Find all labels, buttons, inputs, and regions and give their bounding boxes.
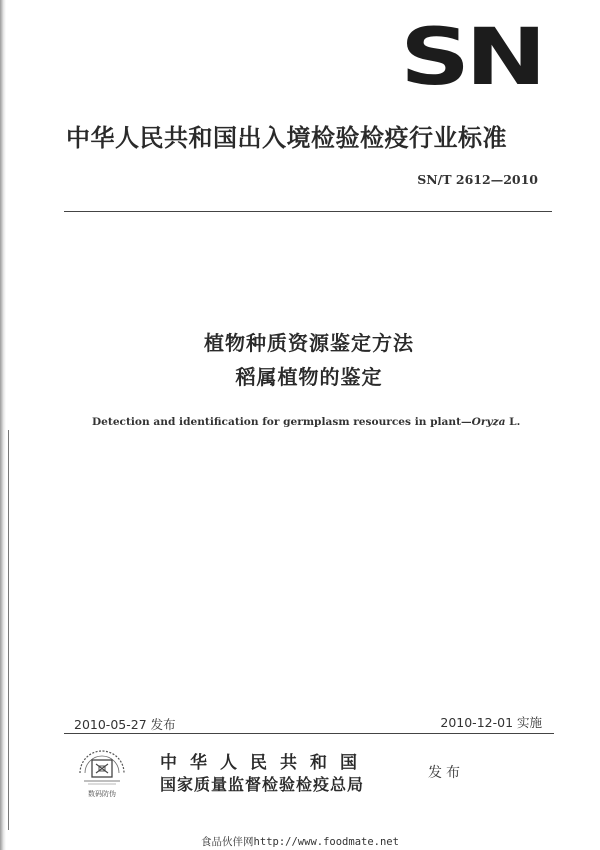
issue-date: 2010-05-27 发布 xyxy=(74,717,176,732)
header-divider xyxy=(64,211,552,212)
anti-counterfeit-seal xyxy=(74,743,130,801)
title-chinese xyxy=(0,326,600,394)
implementation-date: 2010-12-01 实施 xyxy=(440,715,542,730)
footer-source: 食品伙伴网http://www.foodmate.net xyxy=(201,836,399,848)
publisher-agency: 国家质量监督检验检疫总局 xyxy=(160,775,365,794)
page-edge-shadow xyxy=(0,0,6,850)
title-line-2: 稻属植物的鉴定 xyxy=(235,365,383,389)
title-english-tail: L. xyxy=(505,416,521,428)
publish-label: 发布 xyxy=(428,765,464,781)
footer-divider xyxy=(64,733,554,734)
seal-emblem-icon xyxy=(74,743,130,789)
standard-category: 中华人民共和国出入境检验检疫行业标准 xyxy=(66,124,507,152)
title-english-latin: Oryza xyxy=(471,416,506,428)
page-edge-line xyxy=(8,430,9,830)
sn-logo: SN xyxy=(400,13,542,103)
seal-label: 数码防伪 xyxy=(88,790,116,798)
title-english-main: Detection and identification for germplasm resources in plant— xyxy=(92,416,472,428)
publisher-country: 中华人民共和国 xyxy=(160,753,370,773)
title-line-1: 植物种质资源鉴定方法 xyxy=(204,331,414,355)
publisher-block xyxy=(160,752,370,796)
title-english xyxy=(92,416,520,428)
standard-number: SN/T 2612—2010 xyxy=(417,172,538,187)
